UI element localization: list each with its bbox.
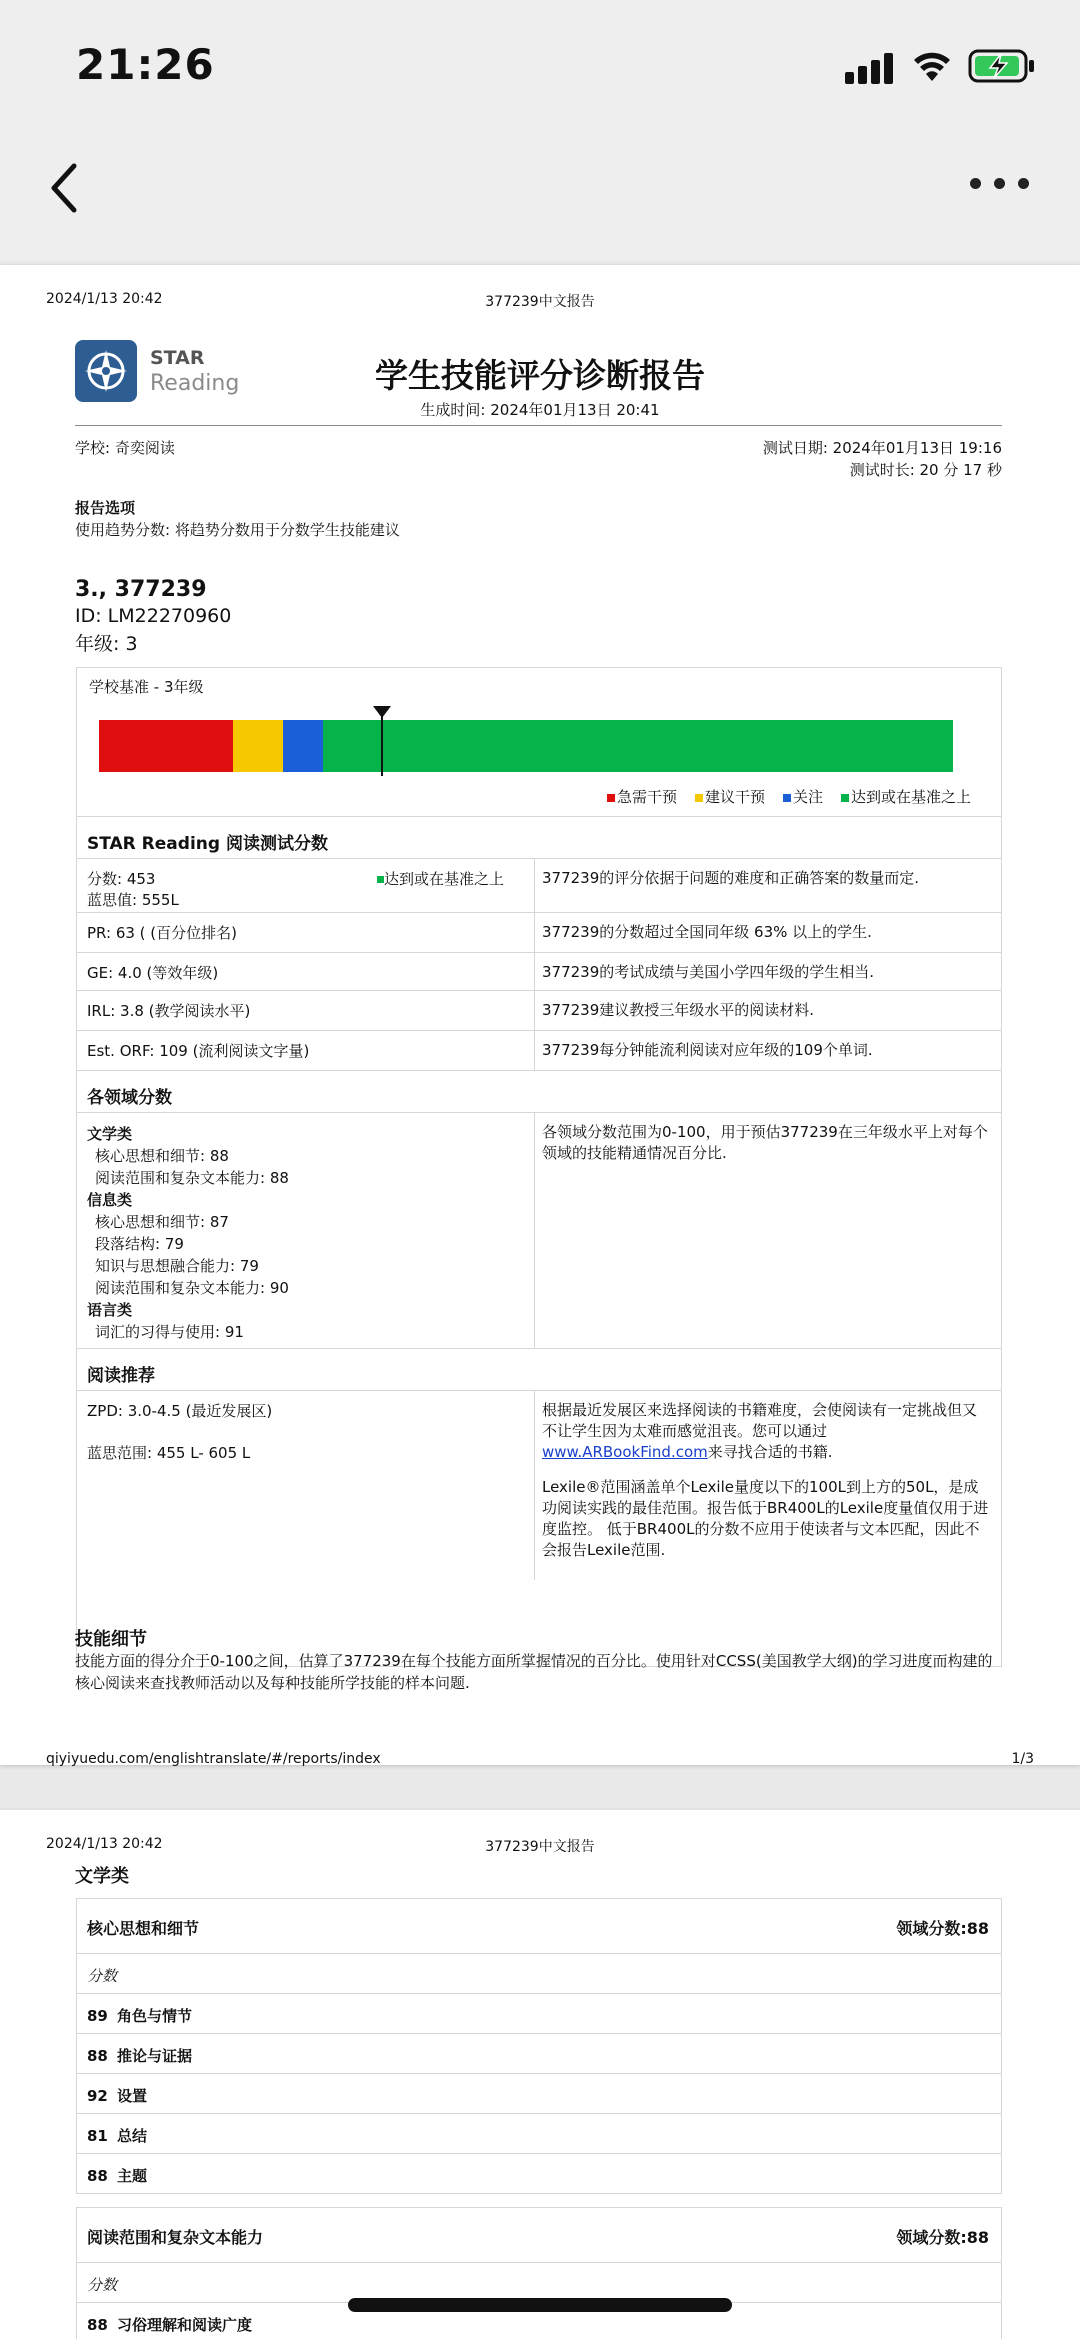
skills-description: 技能方面的得分介于0-100之间，估算了377239在每个技能方面所掌握情况的百分比。使用针对CCSS(美国教学大纲)的学习进度而构建的核心阅读来查找教师活动以及每种技能所学技能的样本问题. — [75, 1652, 993, 1692]
skill-table — [76, 2207, 1002, 2339]
domain-row — [77, 1112, 1001, 1348]
benchmark-legend — [607, 786, 971, 807]
page-number: 1/3 — [1011, 1751, 1034, 1767]
score-row: Est. ORF: 109 (流利阅读文字量) 377239每分钟能流利阅读对应年级的109个单词. — [77, 1030, 1001, 1070]
score-row: PR: 63 ( (百分位排名) 377239的分数超过全国同年级 63% 以上的学生. — [77, 912, 1001, 952]
domain-description: 各领域分数范围为0-100，用于预估377239在三年级水平上对每个领域的技能精通情况百分比. — [542, 1123, 988, 1162]
battery-charging-icon — [968, 48, 1036, 84]
nav-bar — [0, 130, 1080, 260]
generated-time: 生成时间: 2024年01月13日 20:41 — [420, 401, 660, 419]
zpd: ZPD: 3.0-4.5 (最近发展区) — [87, 1402, 273, 1420]
table-row: 81 总结 — [77, 2113, 1001, 2153]
print-date: 2024/1/13 20:42 — [46, 291, 163, 307]
table-row: 88 推论与证据 — [77, 2033, 1001, 2073]
clock: 21:26 — [76, 40, 215, 89]
status-bar — [0, 0, 1080, 130]
scores-heading: STAR Reading 阅读测试分数 — [77, 816, 1001, 858]
table-subheader: 分数 — [77, 1953, 1001, 1993]
domain-score: 领域分数:88 — [896, 2228, 989, 2247]
legend-item: 达到或在基准之上 — [841, 786, 971, 807]
table-row: 92 设置 — [77, 2073, 1001, 2113]
recommendation-row — [77, 1390, 1001, 1580]
status-badge: 达到或在基准之上 — [377, 868, 504, 889]
school-name: 学校: 奇奕阅读 — [75, 439, 175, 457]
recommendation-text: 根据最近发展区来选择阅读的书籍难度，会使阅读有一定挑战但又不让学生因为太难而感觉沮丧。您可以通过www.ARBookFind.com来寻找合适的书籍. — [542, 1401, 978, 1461]
table-row: 88 主题 — [77, 2153, 1001, 2193]
options-value: 使用趋势分数: 将趋势分数用于分数学生技能建议 — [75, 521, 400, 539]
recommendation-heading: 阅读推荐 — [77, 1348, 1001, 1390]
skills-heading: 技能细节 — [75, 1629, 147, 1650]
cellular-signal-icon — [845, 52, 897, 84]
options-heading: 报告选项 — [75, 499, 136, 517]
table-row: 89 角色与情节 — [77, 1993, 1001, 2033]
student-marker-line — [381, 710, 383, 776]
more-options-button[interactable] — [970, 178, 1030, 192]
lexile-note: Lexile®范围涵盖单个Lexile量度以下的100L到上方的50L，是成功阅读实践的最佳范围。报告低于BR400L的Lexile度量值仅用于进度监控。 低于BR400L的分数不应用于使读者与文本匹配，因此不会报告Lexile范围. — [542, 1478, 989, 1559]
table-header: 核心思想和细节 领域分数:88 — [77, 1899, 1001, 1953]
report-page-1 — [0, 265, 1080, 1765]
student-id: ID: LM22270960 — [75, 605, 232, 627]
test-duration: 测试时长: 20 分 17 秒 — [849, 461, 1002, 479]
test-date: 测试日期: 2024年01月13日 19:16 — [762, 439, 1002, 457]
footer-url: qiyiyuedu.com/englishtranslate/#/reports/index — [46, 1751, 381, 1767]
report-title: 学生技能评分诊断报告 — [375, 356, 705, 395]
skill-table — [76, 1898, 1002, 2194]
domain-score: 领域分数:88 — [896, 1919, 989, 1938]
benchmark-bar-at-above — [323, 720, 953, 772]
print-date: 2024/1/13 20:42 — [46, 1836, 163, 1852]
wifi-icon — [910, 48, 954, 84]
score-report-box — [76, 667, 1002, 1667]
print-title: 377239中文报告 — [485, 1839, 595, 1855]
back-button[interactable] — [46, 160, 82, 216]
legend-item: 建议干预 — [695, 786, 765, 807]
score-row: GE: 4.0 (等效年级) 377239的考试成绩与美国小学四年级的学生相当. — [77, 952, 1001, 990]
arbookfind-link[interactable]: www.ARBookFind.com — [542, 1443, 708, 1461]
domain-heading: 各领域分数 — [77, 1070, 1001, 1112]
student-name: 3., 377239 — [75, 577, 207, 602]
legend-item: 关注 — [783, 786, 823, 807]
table-subheader: 分数 — [77, 2262, 1001, 2302]
benchmark-bar-urgent — [99, 720, 233, 772]
category-heading: 文学类 — [75, 1866, 129, 1887]
score-row: IRL: 3.8 (教学阅读水平) 377239建议教授三年级水平的阅读材料. — [77, 990, 1001, 1030]
print-title: 377239中文报告 — [485, 294, 595, 310]
logo-subtitle: Reading — [150, 371, 240, 396]
report-page-2 — [0, 1810, 1080, 2339]
score-row: 分数: 453 蓝思值: 555L 达到或在基准之上 377239的评分依据于问题的难度和正确答案的数量而定. — [77, 858, 1001, 912]
header-divider — [75, 425, 1002, 426]
benchmark-bar-intervention — [233, 720, 283, 772]
home-indicator[interactable] — [348, 2298, 732, 2312]
legend-item: 急需干预 — [607, 786, 677, 807]
table-header: 阅读范围和复杂文本能力 领域分数:88 — [77, 2208, 1001, 2262]
student-grade: 年级: 3 — [75, 633, 138, 655]
test-info — [763, 437, 1002, 481]
benchmark-bar-watch — [283, 720, 323, 772]
logo-name: STAR — [150, 347, 205, 369]
table-row: 88 习俗理解和阅读广度 — [77, 2302, 1001, 2339]
lexile-range: 蓝思范围: 455 L- 605 L — [87, 1444, 251, 1462]
domain-list: 文学类 核心思想和细节: 88 阅读范围和复杂文本能力: 88 信息类 核心思想和细节: 87 段落结构: 79 知识与思想融合能力: 79 阅读范围和复杂文本能力: 90 语言类 词汇的习得与使用: 91 — [87, 1125, 289, 1341]
benchmark-label: 学校基准 - 3年级 — [89, 678, 204, 696]
